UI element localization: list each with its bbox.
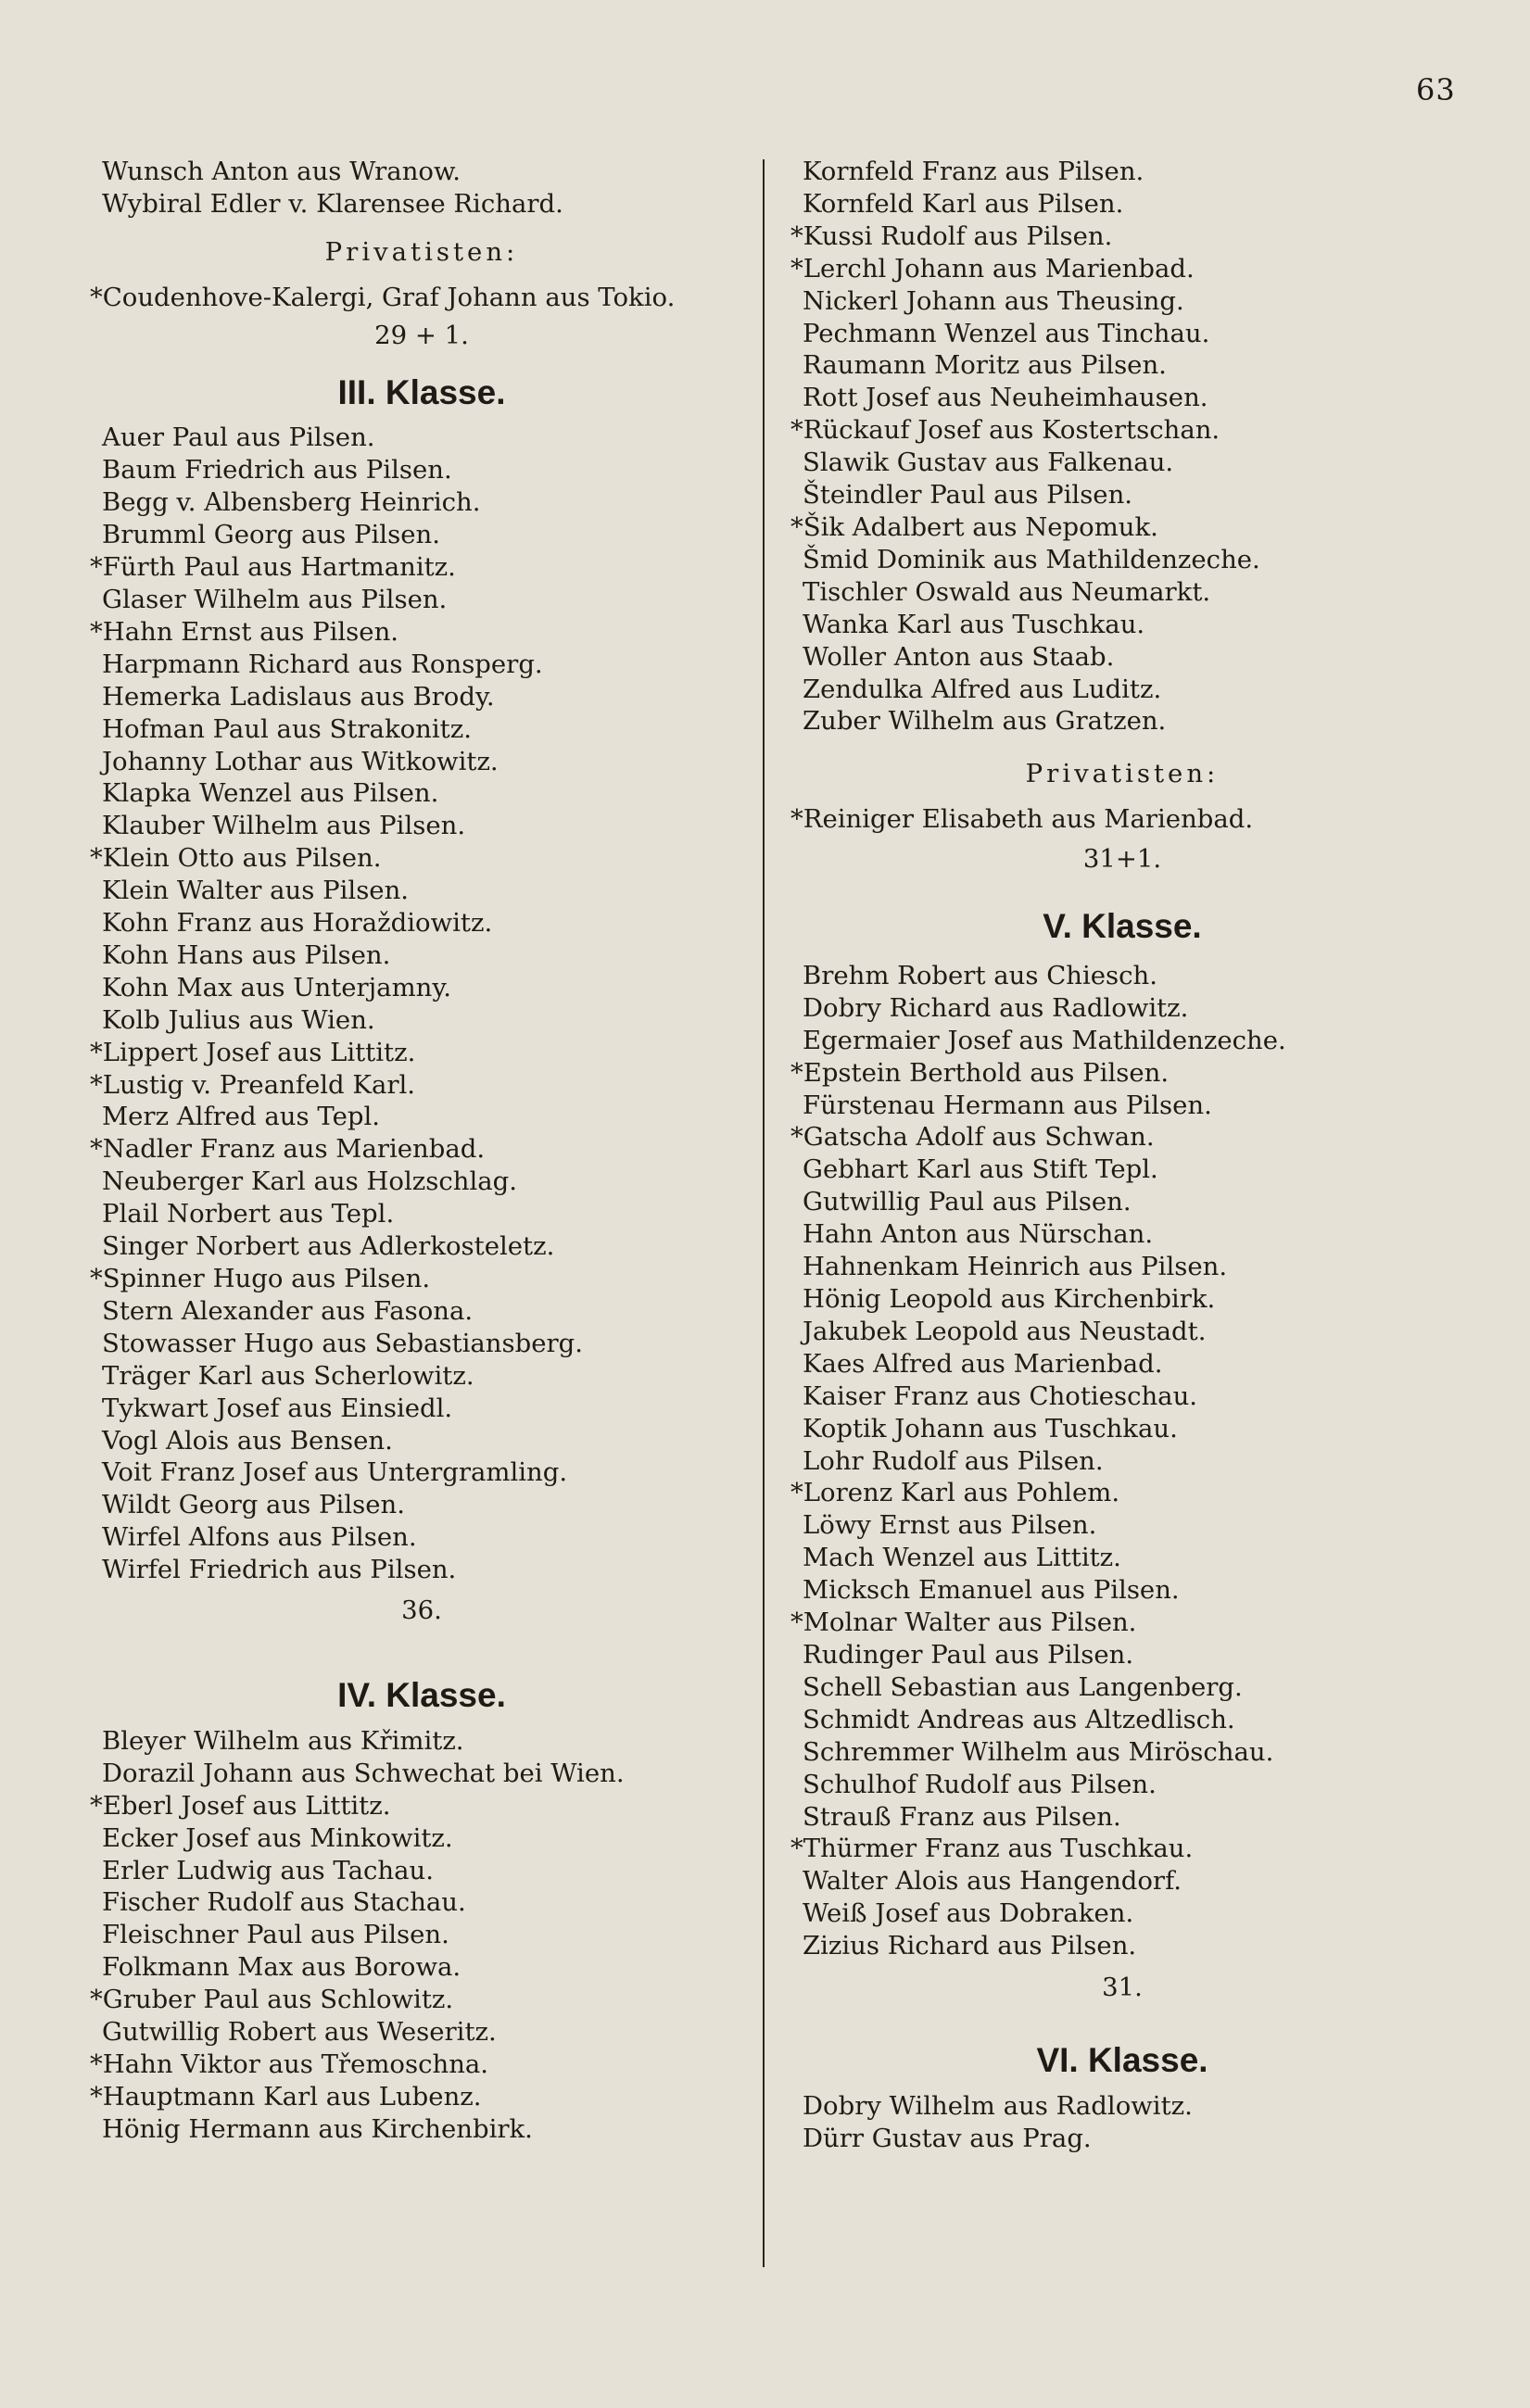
list-entry: *Šik Adalbert aus Nepomuk. xyxy=(790,511,1158,542)
list-entry: Dobry Richard aus Radlowitz. xyxy=(803,992,1189,1023)
class-iii-list xyxy=(90,422,769,1586)
list-entry: Wirfel Alfons aus Pilsen. xyxy=(102,1522,417,1553)
list-entry: Brumml Georg aus Pilsen. xyxy=(102,520,440,550)
class-count: 29 + 1. xyxy=(374,320,469,350)
list-entry: Schmidt Andreas aus Altzedlisch. xyxy=(803,1704,1235,1734)
list-entry: Hahn Anton aus Nürschan. xyxy=(803,1219,1154,1250)
list-entry: Šteindler Paul aus Pilsen. xyxy=(803,480,1133,511)
list-entry: Merz Alfred aus Tepl. xyxy=(102,1102,380,1132)
list-entry: *Reiniger Elisabeth aus Marienbad. xyxy=(790,804,1254,835)
list-entry: Dorazil Johann aus Schwechat bei Wien. xyxy=(102,1758,625,1788)
list-entry: Kohn Max aus Unterjamny. xyxy=(102,972,451,1002)
list-entry: Zendulka Alfred aus Luditz. xyxy=(803,674,1162,704)
list-entry: Gutwillig Paul aus Pilsen. xyxy=(803,1187,1132,1217)
right-column xyxy=(790,156,1451,2155)
list-entry: Kolb Julius aus Wien. xyxy=(102,1004,375,1035)
class-v-list xyxy=(790,960,1451,1962)
list-entry: Stowasser Hugo aus Sebastiansberg. xyxy=(102,1328,583,1358)
list-entry: Baum Friedrich aus Pilsen. xyxy=(102,455,452,485)
list-entry: *Lerchl Johann aus Marienbad. xyxy=(790,253,1195,284)
list-entry: Strauß Franz aus Pilsen. xyxy=(803,1801,1121,1832)
list-entry: Erler Ludwig aus Tachau. xyxy=(102,1855,434,1885)
list-entry: Kornfeld Franz aus Pilsen. xyxy=(803,157,1144,186)
list-entry: Raumann Moritz aus Pilsen. xyxy=(803,350,1167,381)
list-entry: Singer Norbert aus Adlerkosteletz. xyxy=(102,1231,555,1262)
list-entry: Vogl Alois aus Bensen. xyxy=(102,1425,393,1456)
list-entry: Stern Alexander aus Fasona. xyxy=(102,1295,474,1326)
list-entry: *Nadler Franz aus Marienbad. xyxy=(90,1134,486,1165)
list-entry: Kaes Alfred aus Marienbad. xyxy=(803,1348,1163,1379)
list-entry: Löwy Ernst aus Pilsen. xyxy=(803,1510,1097,1541)
list-entry: Folkmann Max aus Borowa. xyxy=(102,1952,462,1983)
class-heading: VI. Klasse. xyxy=(1036,2040,1208,2079)
list-entry: *Gruber Paul aus Schlowitz. xyxy=(90,1985,454,2015)
list-entry: Walter Alois aus Hangendorf. xyxy=(803,1866,1182,1897)
list-entry: Kohn Franz aus Horaždiowitz. xyxy=(102,908,493,939)
list-entry: Šmid Dominik aus Mathildenzeche. xyxy=(803,544,1260,574)
list-entry: Kohn Hans aus Pilsen. xyxy=(102,939,391,970)
list-entry: Koptik Johann aus Tuschkau. xyxy=(803,1413,1178,1444)
list-entry: *Coudenhove-Kalergi, Graf Johann aus Tokio. xyxy=(90,282,676,312)
list-entry: Micksch Emanuel aus Pilsen. xyxy=(803,1575,1180,1606)
list-entry: *Thürmer Franz aus Tuschkau. xyxy=(790,1834,1194,1864)
list-entry: *Hahn Ernst aus Pilsen. xyxy=(90,616,399,647)
list-entry: Lohr Rudolf aus Pilsen. xyxy=(803,1445,1104,1476)
list-entry: Fürstenau Hermann aus Pilsen. xyxy=(803,1090,1212,1120)
list-entry: Fischer Rudolf aus Stachau. xyxy=(102,1887,466,1918)
list-entry: Bleyer Wilhelm aus Křimitz. xyxy=(102,1725,464,1756)
privatisten-heading: Privatisten: xyxy=(324,236,519,267)
class-vi-list xyxy=(803,2090,1451,2155)
list-entry: Wildt Georg aus Pilsen. xyxy=(102,1490,405,1520)
list-entry: *Lorenz Karl aus Pohlem. xyxy=(790,1478,1120,1508)
list-entry: Hofman Paul aus Strakonitz. xyxy=(102,713,472,744)
list-entry: Glaser Wilhelm aus Pilsen. xyxy=(102,584,448,614)
list-entry: Woller Anton aus Staab. xyxy=(803,641,1115,672)
class-count: 31. xyxy=(1102,1973,1143,2003)
list-entry: Hönig Leopold aus Kirchenbirk. xyxy=(803,1284,1216,1314)
list-entry: *Molnar Walter aus Pilsen. xyxy=(790,1607,1137,1638)
list-entry: Wanka Karl aus Tuschkau. xyxy=(803,609,1145,639)
list-entry: Schulhof Rudolf aus Pilsen. xyxy=(803,1769,1157,1799)
class-heading: V. Klasse. xyxy=(1043,907,1202,946)
left-column xyxy=(90,156,769,2146)
list-entry: *Hauptmann Karl aus Lubenz. xyxy=(90,2081,482,2112)
list-entry: Nickerl Johann aus Theusing. xyxy=(803,285,1184,316)
list-entry: Wybiral Edler v. Klarensee Richard. xyxy=(102,188,563,219)
list-entry: *Epstein Berthold aus Pilsen. xyxy=(790,1057,1170,1088)
list-entry: Hemerka Ladislaus aus Brody. xyxy=(102,681,495,712)
list-entry: Plail Norbert aus Tepl. xyxy=(102,1199,395,1229)
class-iv-list-continued xyxy=(790,156,1451,738)
list-entry: Gutwillig Robert aus Weseritz. xyxy=(102,2017,497,2048)
list-entry: Zizius Richard aus Pilsen. xyxy=(803,1931,1137,1961)
list-entry: Egermaier Josef aus Mathildenzeche. xyxy=(803,1025,1286,1055)
list-entry: Dobry Wilhelm aus Radlowitz. xyxy=(803,2090,1193,2121)
list-entry: Zuber Wilhelm aus Gratzen. xyxy=(803,706,1167,737)
list-entry: *Lustig v. Preanfeld Karl. xyxy=(90,1069,416,1100)
list-entry: Johanny Lothar aus Witkowitz. xyxy=(102,746,499,776)
list-entry: Ecker Josef aus Minkowitz. xyxy=(102,1822,453,1853)
list-entry: Slawik Gustav aus Falkenau. xyxy=(803,448,1174,478)
list-entry: Klein Walter aus Pilsen. xyxy=(102,876,410,906)
list-entry: Dürr Gustav aus Prag. xyxy=(803,2123,1092,2153)
column-divider xyxy=(763,159,765,2267)
list-entry: Auer Paul aus Pilsen. xyxy=(102,422,375,453)
list-entry: Kornfeld Karl aus Pilsen. xyxy=(803,188,1124,219)
list-entry: Träger Karl aus Scherlowitz. xyxy=(102,1360,474,1391)
list-entry: *Rückauf Josef aus Kostertschan. xyxy=(790,415,1220,446)
list-entry: *Lippert Josef aus Littitz. xyxy=(90,1037,416,1067)
list-entry: Neuberger Karl aus Holzschlag. xyxy=(102,1166,518,1197)
class-iv-list xyxy=(90,1725,769,2146)
list-entry: Hahnenkam Heinrich aus Pilsen. xyxy=(803,1252,1228,1282)
list-entry: Jakubek Leopold aus Neustadt. xyxy=(803,1316,1207,1346)
list-entry: *Spinner Hugo aus Pilsen. xyxy=(90,1264,431,1293)
list-entry: *Hahn Viktor aus Třemoschna. xyxy=(90,2049,489,2079)
privatisten-heading: Privatisten: xyxy=(1025,759,1220,789)
list-entry: Schremmer Wilhelm aus Miröschau. xyxy=(803,1736,1274,1767)
list-entry: Klapka Wenzel aus Pilsen. xyxy=(102,778,439,809)
list-entry: Pechmann Wenzel aus Tinchau. xyxy=(803,318,1210,348)
list-entry: Voit Franz Josef aus Untergramling. xyxy=(102,1457,568,1488)
list-entry: Wunsch Anton aus Wranow. xyxy=(102,157,461,186)
list-entry: Hönig Hermann aus Kirchenbirk. xyxy=(102,2113,533,2144)
class-count: 31+1. xyxy=(1082,844,1162,875)
class-count: 36. xyxy=(401,1595,442,1626)
list-entry: Wirfel Friedrich aus Pilsen. xyxy=(102,1555,457,1585)
list-entry: *Kussi Rudolf aus Pilsen. xyxy=(790,221,1113,251)
list-entry: Fleischner Paul aus Pilsen. xyxy=(102,1920,449,1950)
list-entry: Begg v. Albensberg Heinrich. xyxy=(102,487,481,518)
class-heading: III. Klasse. xyxy=(337,372,506,411)
list-entry: *Klein Otto aus Pilsen. xyxy=(90,843,382,874)
list-entry: Harpmann Richard aus Ronsperg. xyxy=(102,649,543,679)
list-entry: Brehm Robert aus Chiesch. xyxy=(803,960,1157,990)
page-number: 63 xyxy=(1416,72,1456,107)
list-entry: *Eberl Josef aus Littitz. xyxy=(90,1790,391,1821)
list-entry: Klauber Wilhelm aus Pilsen. xyxy=(102,811,466,841)
class-heading: IV. Klasse. xyxy=(337,1675,506,1714)
list-entry: Weiß Josef aus Dobraken. xyxy=(803,1898,1134,1929)
list-entry: Gebhart Karl aus Stift Tepl. xyxy=(803,1154,1158,1185)
list-entry: Rott Josef aus Neuheimhausen. xyxy=(803,383,1208,413)
list-entry: *Gatscha Adolf aus Schwan. xyxy=(790,1122,1155,1153)
list-entry: Tykwart Josef aus Einsiedl. xyxy=(102,1393,453,1423)
list-entry: Rudinger Paul aus Pilsen. xyxy=(803,1639,1134,1670)
list-entry: *Fürth Paul aus Hartmanitz. xyxy=(90,552,456,583)
list-entry: Tischler Oswald aus Neumarkt. xyxy=(803,576,1211,607)
list-entry: Kaiser Franz aus Chotieschau. xyxy=(803,1381,1198,1411)
list-entry: Schell Sebastian aus Langenberg. xyxy=(803,1671,1243,1702)
list-entry: Mach Wenzel aus Littitz. xyxy=(803,1543,1121,1573)
